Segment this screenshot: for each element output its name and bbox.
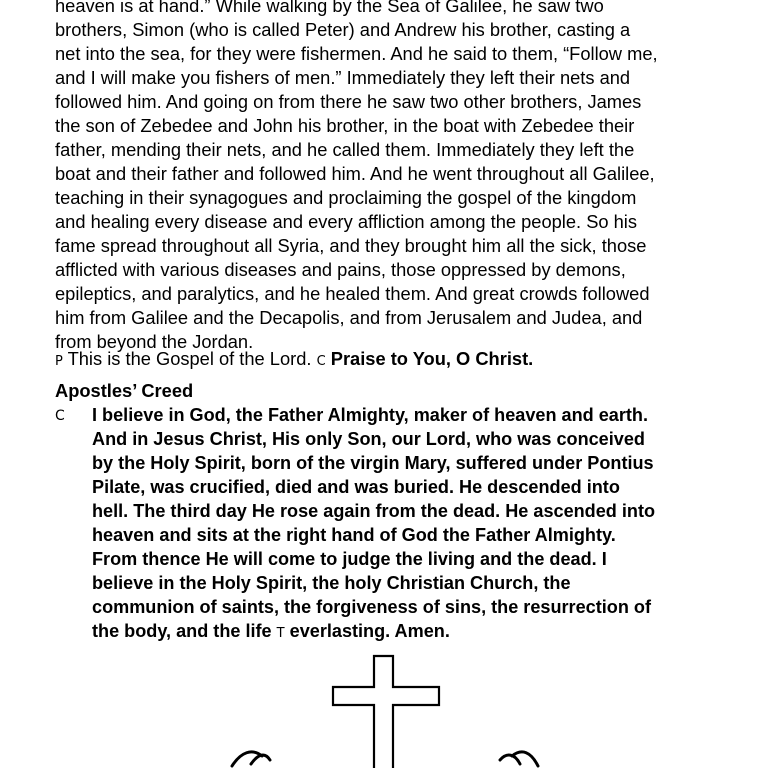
gospel-line: father, mending their nets, and he called them. Immediately they left the <box>55 139 635 160</box>
pastor-text: This is the Gospel of the Lord. <box>67 348 312 369</box>
creed-line: hell. The third day He rose again from the dead. He ascended into <box>92 501 656 521</box>
gospel-line: afflicted with various diseases and pains, those oppressed by demons, <box>55 259 626 280</box>
gospel-line: followed him. And going on from there he saw two other brothers, James <box>55 91 642 112</box>
gospel-line: epileptics, and paralytics, and he healed them. And great crowds followed <box>55 283 650 304</box>
creed-line: by the Holy Spirit, born of the virgin Mary, suffered under Pontius <box>92 453 654 473</box>
creed-t-marker: T <box>276 626 285 641</box>
creed-last-line-end: everlasting. Amen. <box>289 621 450 641</box>
creed-line: communion of saints, the forgiveness of sins, the resurrection of <box>92 597 651 617</box>
gospel-line: him from Galilee and the Decapolis, and from Jerusalem and Judea, and <box>55 307 643 328</box>
creed-line: From thence He will come to judge the living and the dead. I <box>92 549 607 569</box>
creed-line: I believe in God, the Father Almighty, maker of heaven and earth. <box>92 405 649 425</box>
congregation-text: Praise to You, O Christ. <box>330 348 534 369</box>
gospel-line: teaching in their synagogues and proclaiming the gospel of the kingdom <box>55 187 637 208</box>
creed-heading: Apostles’ Creed <box>55 380 194 401</box>
gospel-line: the son of Zebedee and John his brother, in the boat with Zebedee their <box>55 115 635 136</box>
gospel-line: fame spread throughout all Syria, and they brought him all the sick, those <box>55 235 647 256</box>
creed-marker: C <box>55 408 65 424</box>
creed-line: And in Jesus Christ, His only Son, our Lord, who was conceived <box>92 429 645 449</box>
creed-line: believe in the Holy Spirit, the holy Christian Church, the <box>92 573 571 593</box>
gospel-line: and healing every disease and every affliction among the people. So his <box>55 211 638 232</box>
creed-last-line-start: the body, and the life <box>92 621 272 641</box>
gospel-line: net into the sea, for they were fishermen. And he said to them, “Follow me, <box>55 43 658 64</box>
gospel-line: from beyond the Jordan. <box>55 331 254 352</box>
pastor-marker: P <box>55 354 63 369</box>
gospel-line: heaven is at hand.” While walking by the Sea of Galilee, he saw two <box>55 0 604 16</box>
gospel-line: and I will make you fishers of men.” Immediately they left their nets and <box>55 67 631 88</box>
gospel-line: boat and their father and followed him. And he went throughout all Galilee, <box>55 163 655 184</box>
congregation-marker: C <box>316 354 326 369</box>
creed-line: heaven and sits at the right hand of God the Father Almighty. <box>92 525 616 545</box>
gospel-line: brothers, Simon (who is called Peter) and Andrew his brother, casting a <box>55 19 631 40</box>
creed-line: Pilate, was crucified, died and was buried. He descended into <box>92 477 620 497</box>
